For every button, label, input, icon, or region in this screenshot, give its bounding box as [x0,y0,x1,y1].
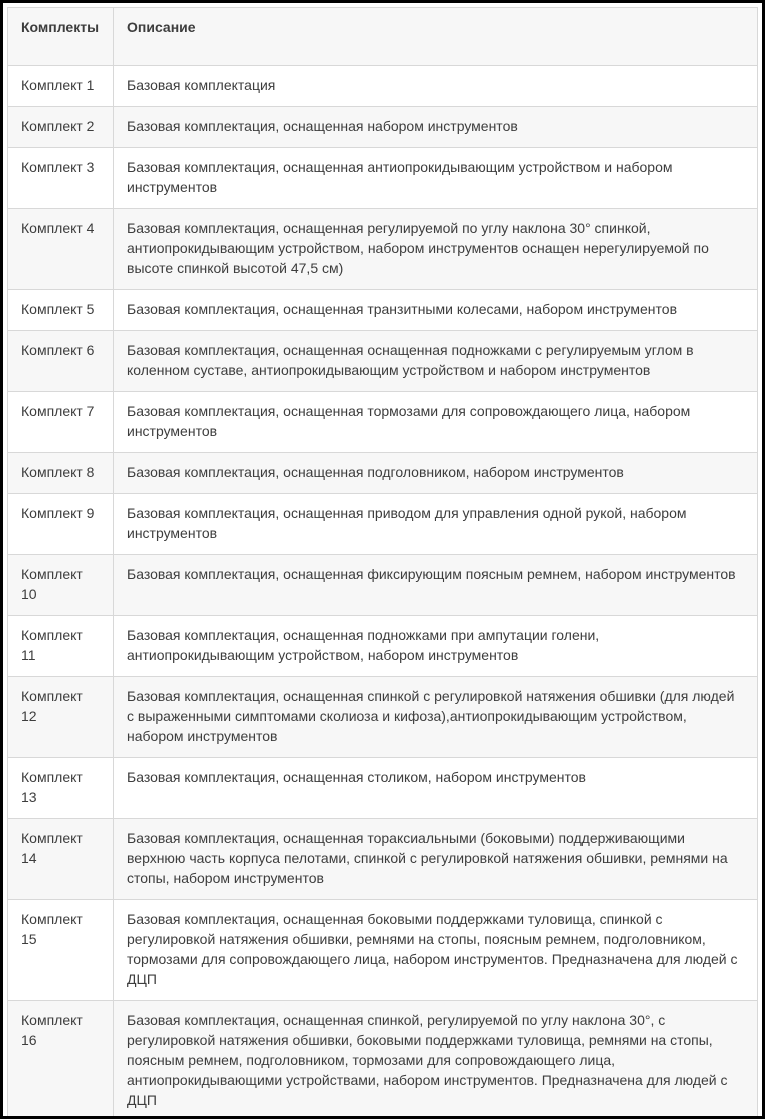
kit-cell: Комплект 3 [8,148,114,209]
table-header [8,8,758,66]
description-cell: Базовая комплектация, оснащенная антиопрокидывающим устройством и набором инструментов [114,148,758,209]
kit-cell: Комплект 11 [8,616,114,677]
description-cell: Базовая комплектация, оснащенная подножками при ампутации голени, антиопрокидывающим устройством, набором инструментов [114,616,758,677]
description-cell: Базовая комплектация, оснащенная спинкой, регулируемой по углу наклона 30°, с регулировкой натяжения обшивки, боковыми поддержками туловища, ремнями на стопы, поясным ремнем, подголовником, тормозами для сопровождающего лица, антиопрокидывающими устройствами, набором инструментов. Предназначена для людей с ДЦП [114,1001,758,1119]
table-row [8,494,758,555]
header-row [8,8,758,66]
table-row [8,555,758,616]
kit-cell: Комплект 5 [8,290,114,331]
table-row [8,1001,758,1119]
column-header-kits: Комплекты [8,8,114,66]
description-cell: Базовая комплектация, оснащенная столиком, набором инструментов [114,758,758,819]
description-cell: Базовая комплектация, оснащенная транзитными колесами, набором инструментов [114,290,758,331]
kit-cell: Комплект 12 [8,677,114,758]
column-header-description: Описание [114,8,758,66]
table-row [8,677,758,758]
table-row [8,616,758,677]
kit-cell: Комплект 8 [8,453,114,494]
description-cell: Базовая комплектация, оснащенная фиксирующим поясным ремнем, набором инструментов [114,555,758,616]
description-cell: Базовая комплектация, оснащенная набором инструментов [114,107,758,148]
table-body [8,66,758,1119]
table-row [8,209,758,290]
table-row [8,819,758,900]
description-cell: Базовая комплектация, оснащенная оснащенная подножками с регулируемым углом в коленном суставе, антиопрокидывающим устройством и набором инструментов [114,331,758,392]
kit-cell: Комплект 15 [8,900,114,1001]
description-cell: Базовая комплектация, оснащенная тораксиальными (боковыми) поддерживающими верхнюю часть корпуса пелотами, спинкой с регулировкой натяжения обшивки, ремнями на стопы, набором инструментов [114,819,758,900]
kits-table [7,7,758,1119]
kit-cell: Комплект 6 [8,331,114,392]
description-cell: Базовая комплектация [114,66,758,107]
table-row [8,66,758,107]
table-row [8,107,758,148]
description-cell: Базовая комплектация, оснащенная спинкой с регулировкой натяжения обшивки (для людей с выраженными симптомами сколиоза и кифоза),антиопрокидывающим устройством, набором инструментов [114,677,758,758]
kit-cell: Комплект 9 [8,494,114,555]
description-cell: Базовая комплектация, оснащенная боковыми поддержками туловища, спинкой с регулировкой натяжения обшивки, ремнями на стопы, поясным ремнем, подголовником, тормозами для сопровождающего лица, набором инструментов. Предназначена для людей с ДЦП [114,900,758,1001]
table-row [8,331,758,392]
table-row [8,148,758,209]
table-row [8,900,758,1001]
kit-cell: Комплект 10 [8,555,114,616]
table-row [8,392,758,453]
kit-cell: Комплект 2 [8,107,114,148]
kit-cell: Комплект 14 [8,819,114,900]
kit-cell: Комплект 7 [8,392,114,453]
table-row [8,290,758,331]
kit-cell: Комплект 4 [8,209,114,290]
description-cell: Базовая комплектация, оснащенная приводом для управления одной рукой, набором инструментов [114,494,758,555]
kit-cell: Комплект 1 [8,66,114,107]
kit-cell: Комплект 16 [8,1001,114,1119]
table-row [8,453,758,494]
description-cell: Базовая комплектация, оснащенная подголовником, набором инструментов [114,453,758,494]
description-cell: Базовая комплектация, оснащенная регулируемой по углу наклона 30° спинкой, антиопрокидывающим устройством, набором инструментов оснащен нерегулируемой по высоте спинкой высотой 47,5 см) [114,209,758,290]
kit-cell: Комплект 13 [8,758,114,819]
description-cell: Базовая комплектация, оснащенная тормозами для сопровождающего лица, набором инструментов [114,392,758,453]
table-row [8,758,758,819]
